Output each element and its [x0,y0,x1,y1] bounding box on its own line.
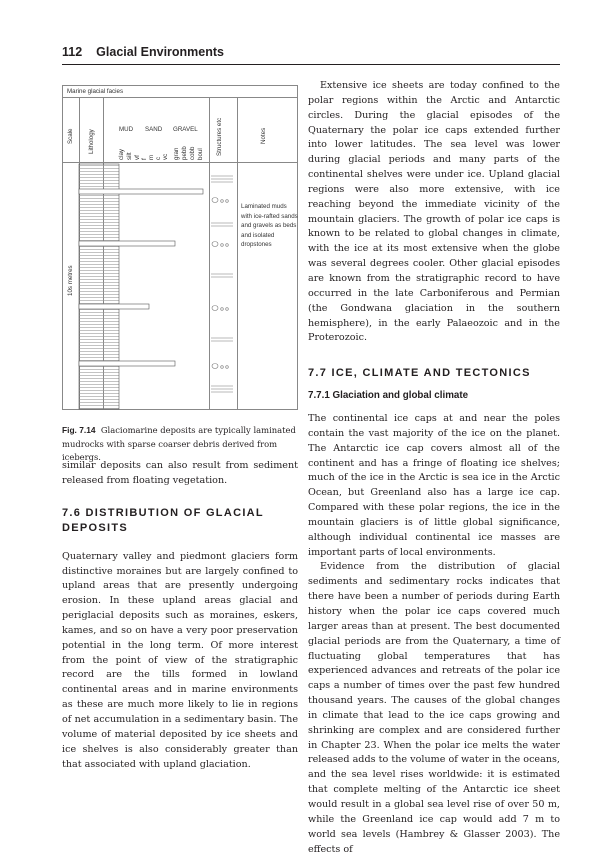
tick-cobb: cobb [189,146,196,160]
note-line: with ice-rafted sands [241,212,298,220]
figure-title: Marine glacial facies [67,88,124,95]
section-7-7-title: 7.7 ICE, CLIMATE AND TECTONICS [308,367,531,380]
section-7-6-title: 7.6 DISTRIBUTION OF GLACIAL DEPOSITS [62,506,264,534]
caption-text: Glaciomarine deposits are typically laminated mudrocks with sparse coarser debris derived from icebergs. [62,425,296,462]
tick-clay: clay [118,148,125,160]
tick-silt: silt [126,152,133,160]
left-paragraph-1: similar deposits can also result from sediment released from floating vegetation. [62,460,298,486]
grain-mud: MUD [119,126,134,133]
right-column [308,79,560,857]
col-notes: Notes [260,127,267,144]
sand-bed [79,189,203,194]
tick-c: c [155,156,162,160]
col-lithology: Lithology [88,129,95,154]
tick-boul: boul [197,148,204,160]
col-structures: Structures etc [216,117,223,156]
right-paragraph-3: Evidence from the distribution of glacial sediments and sedimentary rocks indicates that there have been a number of periods during Earth history when the polar ice caps covered much larger areas than at present. The best documented glacial periods are from the Quaternary, a time of fluctuating global temperatures that has experienced advances and retreats of the polar ice caps a number of times over the past few hundred thousand years. The causes of the global changes in climate that lead to the ice caps growing and shrinking are complex and are considered further in Chapter 23. When the polar ice melts the water released adds to the volume of water in the oceans, and the sea level rises worldwide: it is estimated that complete melting of the Antarctic ice sheet would result in a global sea level rise of over 50 m, while the Greenland ice cap would add 7 m to world sea levels (Hambrey & Glasser 2003). The effects of [308,561,560,855]
header-rule [62,64,560,65]
left-column [62,459,298,772]
running-title: Glacial Environments [96,45,224,59]
subsection-7-7-1-title: 7.7.1 Glaciation and global climate [308,390,469,402]
laminated-mud-column [79,164,119,409]
note-line: dropstones [241,241,272,248]
tick-vf: vf [134,155,141,160]
note-line: and gravels as beds [241,222,297,229]
left-paragraph-2: Quaternary valley and piedmont glaciers form distinctive moraines but are largely confined to upland areas that are presently undergoing erosion. In these upland areas glacial and periglacial deposits such as moraines, eskers, kames, and so on have a very poor preservation potential in the long term. Of more interest from the point of view of the stratigraphic record are the tills formed in lowland continental areas and in marine environments as these are much more likely to lie in regions of net accumulation in a sedimentary basin. The volume of material deposited by ice sheets and ice shelves is also considerably greater than that associated with upland glaciation. [62,550,298,770]
caption-label: Fig. 7.14 [62,425,96,435]
scale-label: 10s metres [67,265,74,296]
note-line: Laminated muds [241,203,287,210]
tick-vc: vc [162,153,169,160]
figure-7-14 [62,85,298,410]
page-number: 112 [62,45,83,59]
grain-sand: SAND [145,126,163,133]
col-scale: Scale [67,128,74,144]
page-header [62,45,224,59]
tick-pebb: pebb [181,146,188,160]
figure-notes [241,202,298,250]
structure-symbols [211,176,233,392]
note-line: and isolated [241,231,275,239]
tick-gran: gran [173,147,180,160]
tick-m: m [148,154,155,160]
right-paragraph-1: Extensive ice sheets are today confined to the polar regions within the Arctic and Antarctic circles. During the glacial episodes of the Quaternary the polar ice caps extended further into lower latitudes. The sea level was lower during glacial periods and many parts of the continental shelves were under ice. Upland glacial regions were also more extensive, with ice reaching beyond the immediate vicinity of the mountain glaciers. The growth of polar ice caps is known to be related to global changes in climate, with the ice at its most extensive when the globe was several degrees cooler. Other glacial episodes are known from the stratigraphic record to have occurred in the late Carboniferous and Permian (the Gondwana glaciation in the southern hemisphere), in the early Palaeozoic and in the Proterozoic. [308,80,560,344]
tick-f: f [141,158,148,160]
grain-gravel: GRAVEL [173,126,198,133]
right-paragraph-2: The continental ice caps at and near the poles contain the vast majority of the ice on the planet. The Antarctic ice cap covers almost all of the continent and has a fringe of floating ice shelves; much of the ice in the Arctic is sea ice in the Arctic Ocean, but Greenland also has a large ice cap. Compared with these polar regions, the ice in the mountain glaciers is of little global significance, although individual continental ice masses are important parts of local environments. [308,413,560,558]
sand-bed [79,361,175,366]
sand-bed [79,304,149,309]
sand-bed [79,241,175,246]
